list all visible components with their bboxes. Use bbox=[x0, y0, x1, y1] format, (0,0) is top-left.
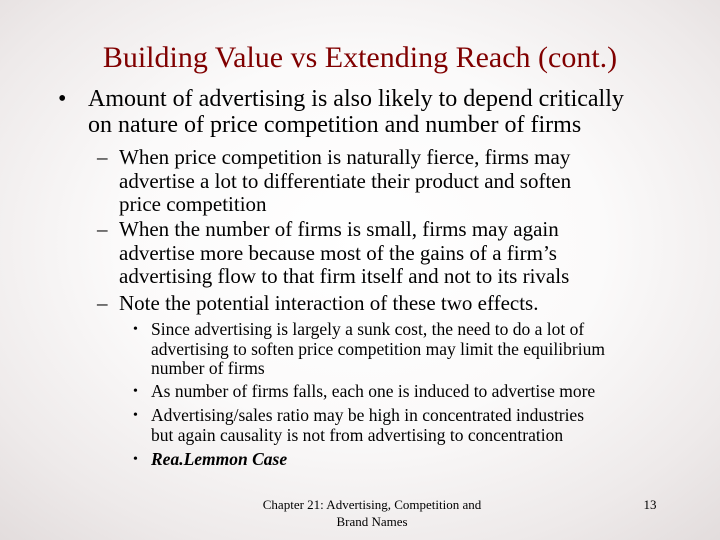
sub-bullet-line: advertise more because most of the gains of a firm’s bbox=[119, 240, 557, 265]
dash-marker: – bbox=[97, 291, 108, 315]
dash-marker: – bbox=[97, 217, 108, 241]
case-link[interactable]: Rea.Lemmon Case bbox=[151, 449, 288, 469]
dash-marker: – bbox=[97, 145, 108, 169]
main-bullet-line: Amount of advertising is also likely to depend critically bbox=[88, 86, 624, 112]
footer-chapter bbox=[222, 496, 522, 530]
sub-bullet-line: price competition bbox=[119, 192, 267, 216]
sub-bullet-line: When price competition is naturally fierce, firms may bbox=[119, 145, 571, 169]
slide-title: Building Value vs Extending Reach (cont.) bbox=[102, 41, 618, 74]
bullet-marker: • bbox=[133, 384, 138, 399]
main-bullet-text bbox=[88, 86, 624, 138]
point-line: Since advertising is largely a sunk cost, the need to do a lot of bbox=[151, 319, 585, 339]
bullet-marker: • bbox=[133, 408, 138, 423]
point-line: number of firms bbox=[151, 358, 265, 378]
point-line: Advertising/sales ratio may be high in concentrated industries bbox=[151, 405, 585, 425]
point-line: but again causality is not from advertising to concentration bbox=[151, 424, 564, 445]
bullet-marker: • bbox=[133, 322, 138, 337]
footer-chapter-line: Chapter 21: Advertising, Competition and bbox=[262, 497, 482, 512]
point-line: As number of firms falls, each one is induced to advertise more bbox=[151, 381, 596, 401]
page-number: 13 bbox=[643, 497, 657, 512]
main-bullet-line: on nature of price competition and number of firms bbox=[88, 112, 582, 138]
sub-bullet-line: When the number of firms is small, firms may again bbox=[119, 217, 559, 241]
bullet-marker: • bbox=[133, 452, 138, 467]
footer-chapter-line: Brand Names bbox=[336, 514, 408, 529]
sub-bullet-line: advertising flow to that firm itself and not to its rivals bbox=[119, 264, 570, 288]
sub-bullet-line: Note the potential interaction of these two effects. bbox=[119, 291, 539, 315]
sub-bullet-line: advertise a lot to differentiate their product and soften bbox=[119, 168, 572, 193]
bullet-marker: • bbox=[58, 86, 67, 112]
point-line: advertising to soften price competition may limit the equilibrium bbox=[151, 338, 605, 359]
